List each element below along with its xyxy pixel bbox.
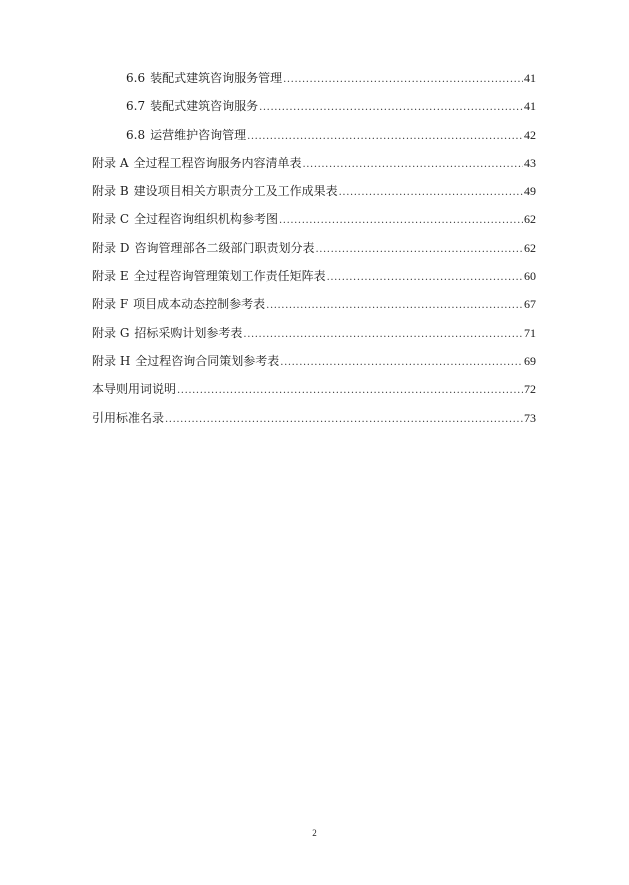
toc-dot-leader bbox=[177, 381, 523, 401]
toc-entry-number: 6.8 bbox=[126, 127, 146, 142]
toc-dot-leader bbox=[259, 98, 523, 118]
toc-entry-terminology[interactable] bbox=[92, 379, 536, 407]
toc-entry-page: 43 bbox=[524, 155, 536, 170]
toc-entry-title: 全过程咨询组织机构参考图 bbox=[134, 212, 279, 227]
toc-dot-leader bbox=[247, 127, 523, 147]
toc-dot-leader bbox=[315, 240, 523, 260]
toc-dot-leader bbox=[280, 353, 523, 373]
toc-entry-appendix-b[interactable] bbox=[92, 181, 536, 209]
toc-entry-page: 60 bbox=[524, 269, 536, 284]
toc-dot-leader bbox=[266, 296, 523, 316]
toc-entry-appendix-h[interactable] bbox=[92, 351, 536, 379]
toc-entry-number: 附录 H bbox=[92, 353, 131, 368]
toc-entry-page: 69 bbox=[524, 353, 536, 368]
toc-entry-number: 附录 B bbox=[92, 184, 129, 199]
toc-entry-title: 引用标准名录 bbox=[92, 410, 165, 425]
table-of-contents bbox=[92, 68, 536, 436]
toc-entry-page: 49 bbox=[524, 184, 536, 199]
toc-entry-title: 建设项目相关方职责分工及工作成果表 bbox=[133, 184, 338, 199]
toc-entry-title: 咨询管理部各二级部门职责划分表 bbox=[134, 240, 315, 255]
page-number: 2 bbox=[312, 828, 317, 838]
toc-dot-leader bbox=[339, 183, 523, 203]
toc-entry-page: 72 bbox=[524, 382, 536, 397]
toc-entry-6-8[interactable] bbox=[92, 125, 536, 153]
toc-entry-page: 73 bbox=[524, 410, 536, 425]
toc-dot-leader bbox=[327, 268, 523, 288]
toc-entry-appendix-e[interactable] bbox=[92, 266, 536, 294]
toc-entry-number: 附录 G bbox=[92, 325, 130, 340]
toc-entry-appendix-c[interactable] bbox=[92, 209, 536, 237]
toc-entry-title: 本导则用词说明 bbox=[92, 382, 177, 397]
toc-entry-page: 71 bbox=[524, 325, 536, 340]
toc-dot-leader bbox=[279, 211, 523, 231]
toc-entry-title: 项目成本动态控制参考表 bbox=[133, 297, 266, 312]
toc-entry-number: 附录 A bbox=[92, 155, 129, 170]
toc-entry-page: 41 bbox=[524, 71, 536, 85]
toc-entry-appendix-f[interactable] bbox=[92, 294, 536, 322]
toc-entry-appendix-a[interactable] bbox=[92, 153, 536, 181]
toc-entry-number: 附录 D bbox=[92, 240, 130, 255]
toc-entry-page: 41 bbox=[524, 99, 536, 114]
toc-entry-number: 附录 F bbox=[92, 297, 129, 312]
toc-entry-cited-standards[interactable] bbox=[92, 408, 536, 436]
toc-entry-title: 全过程咨询合同策划参考表 bbox=[135, 353, 280, 368]
toc-entry-appendix-g[interactable] bbox=[92, 323, 536, 351]
toc-entry-title: 运营维护咨询管理 bbox=[150, 127, 247, 142]
toc-dot-leader bbox=[165, 410, 523, 430]
toc-entry-title: 装配式建筑咨询服务管理 bbox=[150, 71, 283, 85]
toc-entry-appendix-d[interactable] bbox=[92, 238, 536, 266]
toc-entry-6-7[interactable] bbox=[92, 96, 536, 124]
toc-entry-title: 招标采购计划参考表 bbox=[134, 325, 243, 340]
toc-entry-number: 6.7 bbox=[126, 99, 146, 114]
toc-entry-number: 附录 E bbox=[92, 269, 129, 284]
toc-entry-number: 附录 C bbox=[92, 212, 129, 227]
toc-entry-title: 全过程工程咨询服务内容清单表 bbox=[133, 155, 302, 170]
toc-entry-page: 62 bbox=[524, 240, 536, 255]
toc-entry-page: 42 bbox=[524, 127, 536, 142]
toc-dot-leader bbox=[243, 325, 523, 345]
toc-dot-leader bbox=[303, 155, 524, 175]
toc-dot-leader bbox=[283, 70, 523, 90]
toc-entry-page: 67 bbox=[524, 297, 536, 312]
toc-entry-number: 6.6 bbox=[126, 71, 146, 85]
toc-entry-page: 62 bbox=[524, 212, 536, 227]
toc-entry-title: 全过程咨询管理策划工作责任矩阵表 bbox=[133, 269, 326, 284]
toc-entry-title: 装配式建筑咨询服务 bbox=[150, 99, 259, 114]
toc-entry-6-6[interactable] bbox=[92, 68, 536, 96]
